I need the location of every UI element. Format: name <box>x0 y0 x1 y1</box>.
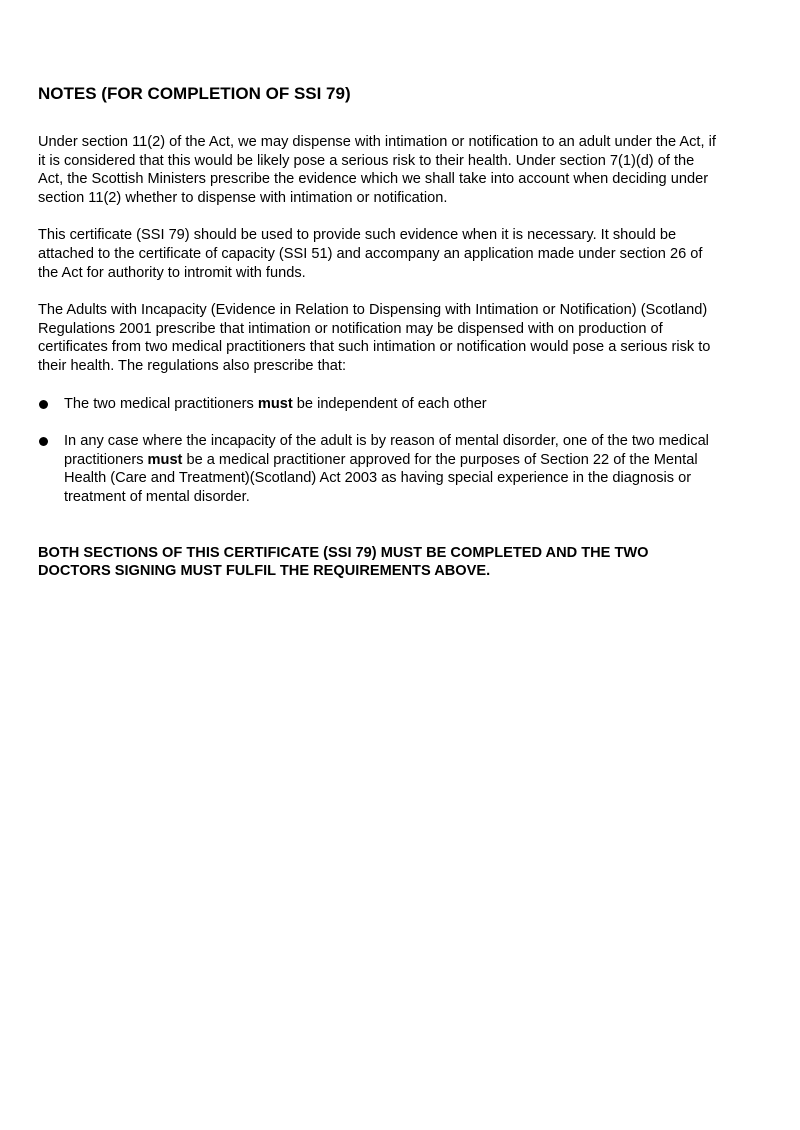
paragraph-section-11: Under section 11(2) of the Act, we may dispense with intimation or notification to an adult under the Act, if it is considered that this would be likely pose a serious risk to their health. Under section 7(1)(d) of the Act, the Scottish Ministers prescribe the evidence which we shall take into account when deciding under section 11(2) whether to dispense with intimation or notification. <box>38 134 716 206</box>
paragraph-regulations: The Adults with Incapacity (Evidence in Relation to Dispensing with Intimation or Notification) (Scotland) Regulations 2001 prescribe that intimation or notification may be dispensed with on production of certificates from two medical practitioners that such intimation or notification would pose a serious risk to their health. The regulations also prescribe that: <box>38 302 711 374</box>
closing-statement: BOTH SECTIONS OF THIS CERTIFICATE (SSI 79) MUST BE COMPLETED AND THE TWO DOCTORS SIGNING MUST FULFIL THE REQUIREMENTS ABOVE. <box>38 544 649 580</box>
bullet-text-after: be independent of each other <box>292 395 487 412</box>
paragraph-certificate-usage: This certificate (SSI 79) should be used to provide such evidence when it is necessary. It should be attached to the certificate of capacity (SSI 51) and accompany an application made under section 26 of the Act for authority to intromit with funds. <box>38 227 703 281</box>
requirement-independent <box>38 395 718 414</box>
bullet-text-before: The two medical practitioners <box>64 395 258 412</box>
bullet-text-bold: must <box>257 395 293 412</box>
bullet-text-after: be a medical practitioner approved for the purposes of Section 22 of the Mental Health (Care and Treatment)(Scotland) Act 2003 as having special experience in the diagnosis or treatment of mental disorder. <box>64 451 698 505</box>
bullet-text-before: In any case where the incapacity of the adult is by reason of mental disorder, one of the two medical practitioners <box>64 433 709 468</box>
notes-title: NOTES (FOR COMPLETION OF SSI 79) <box>38 84 351 103</box>
bullet-icon <box>39 400 48 409</box>
requirements-list <box>38 395 718 507</box>
bullet-text-bold: must <box>147 451 183 468</box>
requirement-mental-disorder <box>38 432 718 506</box>
bullet-icon <box>39 437 48 446</box>
notes-page <box>38 84 718 581</box>
